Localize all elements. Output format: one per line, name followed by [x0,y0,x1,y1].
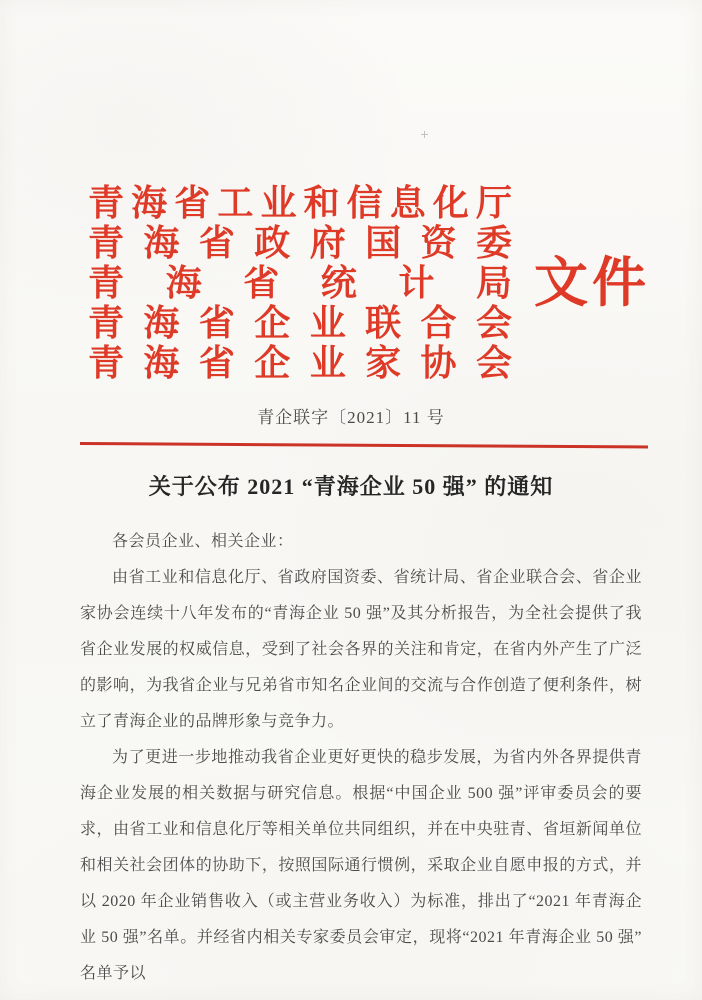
document-type-label: 文件 [534,253,650,313]
salutation: 各会员企业、相关企业： [112,533,294,550]
document-title: 关于公布 2021 “青海企业 50 强” 的通知 [148,474,554,499]
agency-name-4: 青海省企业联合会 [88,303,512,343]
red-separator-line [80,442,648,448]
scan-artifact-cross [421,131,428,138]
issuing-agencies [88,183,512,383]
agency-name-5: 青海省企业家协会 [88,343,512,383]
agency-name-3: 青海省统计局 [88,263,512,303]
agency-name-2: 青海省政府国资委 [88,223,512,263]
body-paragraph-1: 由省工业和信息化厅、省政府国资委、省统计局、省企业联合会、省企业家协会连续十八年发布的“青海企业 50 强”及其分析报告，为全社会提供了我省企业发展的权威信息，受到了社会各界的关注和肯定，在省内外产生了广泛的影响，为我省企业与兄弟省市知名企业间的交流与合作创造了便利条件，树立了青海企业的品牌形象与竞争力。 [80,569,642,730]
agency-name-1: 青海省工业和信息化厅 [88,183,512,223]
body-paragraph-2: 为了更进一步地推动我省企业更好更快的稳步发展，为省内外各界提供青海企业发展的相关数据与研究信息。根据“中国企业 500 强”评审委员会的要求，由省工业和信息化厅等相关单位共同组织，并在中央驻青、省垣新闻单位和相关社会团体的协助下，按照国际通行惯例，采取企业自愿申报的方式，并以 2020 年企业销售收入（或主营业务收入）为标准，排出了“2021 年青海企业 50 强”名单。并经省内相关专家委员会审定，现将“2021 年青海企业 50 强”名单予以 [80,749,642,982]
document-body [80,524,642,992]
letterhead [88,183,650,383]
document-number: 青企联字〔2021〕11 号 [257,408,445,427]
